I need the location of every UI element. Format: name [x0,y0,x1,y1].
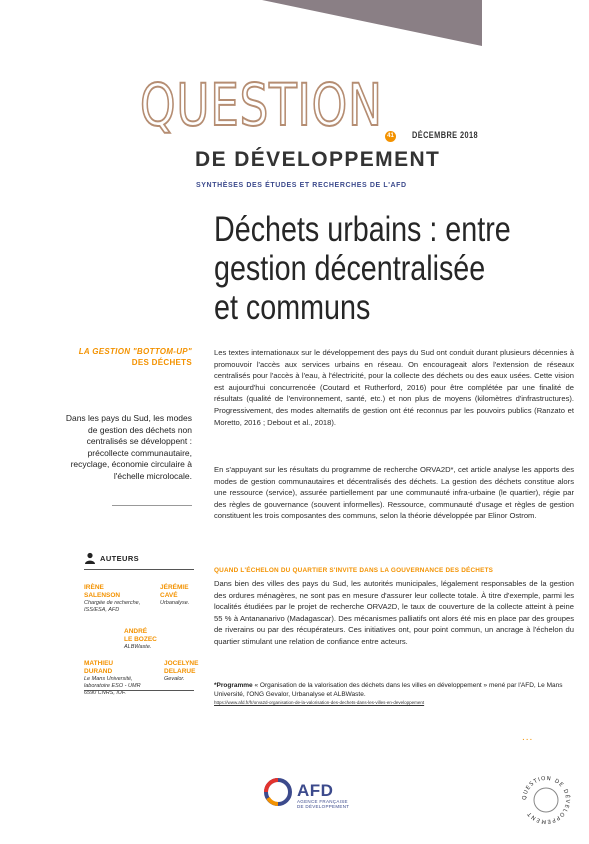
afd-ring-icon [262,776,294,808]
afd-subtitle-line-1: AGENCE FRANÇAISE [297,799,348,804]
afd-logo-subtitle [297,799,349,809]
series-subtitle: DE DÉVELOPPEMENT [195,148,441,171]
paragraph-text: Dans bien des villes des pays du Sud, les autorités municipales, légalement responsables de la gestion des ordures ménagères, ne sont pas en mesure d'assurer leur collecte totale. À titre d'exemple, parmi les localités étudiées par le projet de recherche ORVA2D, le taux de couverture de la collecte atteint à peine 55 % à Antananarivo (Madagascar). Des mécanismes palliatifs ont alors été mis en place par des groupes de riverains ou par des récupérateurs. Ces initiatives ont, pour point commun, un ancrage à l'échelon du quartier stimulant une relation de confiance entre acteurs. [214,579,574,646]
svg-text:QUESTION DE DÉVELOPPEMENT [522,776,572,824]
author-first-name: MATHIEU [84,660,114,667]
body-paragraph-2 [214,464,574,522]
body-paragraph-3 [214,578,574,648]
author-5 [164,660,200,683]
author-2 [160,584,200,607]
person-icon [84,552,96,564]
authors-label: AUTEURS [100,554,140,563]
headline-line-2: gestion décentralisée [214,249,486,288]
author-affiliation: Gevalor. [164,676,185,682]
seal-text: QUESTION DE DÉVELOPPEMENT [521,775,571,825]
author-3 [124,628,174,651]
headline-line-3: et communs [214,288,371,327]
paragraph-text: En s'appuyant sur les résultats du programme de recherche ORVA2D*, cet article analyse les apports des modes de gestion communautaires et décentralisés des déchets. La gestion des déchets constitue alors une ressource (service), assurée partiellement par une communauté infra-urbaine (le quartier), régie par des règles de gouvernance (souvent informelles). Ressource, communauté d'usage et règles de gestion constituent les trois composantes des communs, selon la théorie développée par Elinor Ostrom. [214,465,574,521]
author-first-name: IRÈNE [84,584,104,591]
footnote-link[interactable]: https://www.afd.fr/fr/orva2d-organisation-de-la-valorisation-des-dechets-dans-les-villes-en-developpement [214,700,425,705]
author-first-name: JÉRÉMIE [160,584,189,591]
body-paragraph-1 [214,347,574,428]
author-first-name: JOCELYNE [164,660,199,667]
issue-date: DÉCEMBRE 2018 [412,130,479,140]
afd-subtitle-line-2: DE DÉVELOPPEMENT [297,804,350,809]
author-last-name: SALENSON [84,592,121,599]
author-4 [84,660,144,697]
author-affiliation: Le Mans Université, laboratoire ESO - UMR 6590 CNRS, IUF. [84,676,141,696]
sidebar-heading-line-1: LA GESTION "BOTTOM-UP" [78,347,192,356]
author-affiliation: Chargée de recherche, ISS/ESA, AFD [84,600,141,613]
sidebar-heading-line-2: DES DÉCHETS [131,358,192,367]
paragraph-text: Les textes internationaux sur le développement des pays du Sud ont conduit durant plusieurs décennies à promouvoir l'accès aux services urbains en réseau. On encourageait alors l'extension de réseaux centralisés pour l'accès à l'eau, à l'électricité, pour la collecte des déchets ou des eaux usées. Cette vision est aujourd'hui concurrencée (Coutard et Rutherford, 2016) pour être complétée par une finalité de résultats (qualité de l'environnement, santé, etc.) et non plus de moyens (kilomètres d'infrastructures). Progressivement, des modes alternatifs de gestion ont été reconnus par les pouvoirs publics (Ranzato et Moretto, 2016 ; Debout et al., 2018). [214,348,574,427]
author-affiliation: ALBWaste. [124,644,152,650]
footnote-text: « Organisation de la valorisation des déchets dans les villes en développement » mené par l'AFD, Le Mans Université, l'ONG Gevalor, Urbanalyse et ALBWaste. [214,682,563,698]
sidebar-heading [60,346,192,368]
author-last-name: LE BOZEC [124,636,157,643]
author-affiliation: Urbanalyse. [160,600,190,606]
series-seal-icon [516,770,576,830]
sidebar-divider [112,505,192,506]
authors-divider [84,569,194,570]
article-headline [214,210,575,327]
series-title: QUESTION [140,71,383,139]
headline-line-1: Déchets urbains : entre [214,210,511,249]
continued-indicator: ... [522,732,534,743]
section-heading: QUAND L'ÉCHELON DU QUARTIER S'INVITE DANS LA GOUVERNANCE DES DÉCHETS [214,567,494,574]
footnote [214,682,574,708]
author-1 [84,584,144,614]
issue-number-badge: 41 [385,131,396,142]
authors-bottom-divider [84,690,194,691]
author-first-name: ANDRÉ [124,628,148,635]
author-last-name: DELARUE [164,668,196,675]
footnote-label: *Programme [214,682,253,689]
author-last-name: CAVÉ [160,592,178,599]
series-tagline: SYNTHÈSES DES ÉTUDES ET RECHERCHES DE L'AFD [196,182,407,189]
header-band [262,0,482,46]
sidebar-summary: Dans les pays du Sud, les modes de gestion des déchets non centralisés se développent : précollecte communautaire, recyclage, économie circulaire à l'échelle microlocale. [65,413,192,481]
afd-logo-text: AFD [297,781,334,800]
author-last-name: DURAND [84,668,113,675]
